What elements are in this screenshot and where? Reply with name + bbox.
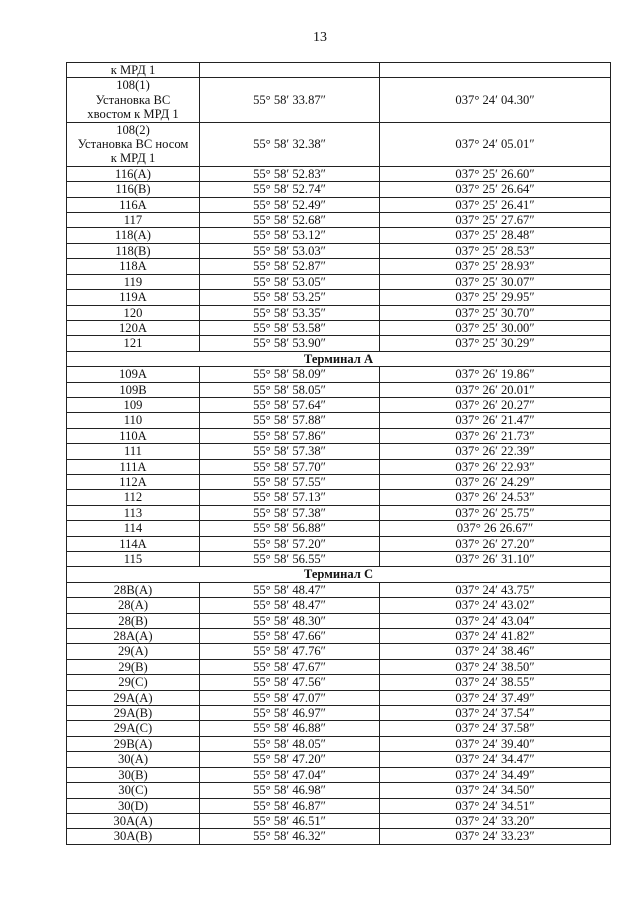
table-row <box>67 336 611 351</box>
table-body <box>67 63 611 845</box>
table-row <box>67 505 611 520</box>
longitude-cell: 037° 25′ 26.64″ <box>380 182 611 197</box>
latitude-cell: 55° 58′ 53.03″ <box>200 243 380 258</box>
table-row <box>67 474 611 489</box>
stand-cell: 29А(А) <box>67 690 200 705</box>
table-row <box>67 798 611 813</box>
longitude-cell: 037° 24′ 41.82″ <box>380 629 611 644</box>
stand-cell: 121 <box>67 336 200 351</box>
latitude-cell: 55° 58′ 46.98″ <box>200 783 380 798</box>
table-row <box>67 259 611 274</box>
latitude-cell: 55° 58′ 53.90″ <box>200 336 380 351</box>
table-row <box>67 166 611 181</box>
stand-line: 108(2) <box>116 122 150 137</box>
table-row <box>67 644 611 659</box>
table-row <box>67 367 611 382</box>
stand-cell: 29(А) <box>67 644 200 659</box>
latitude-cell: 55° 58′ 57.13″ <box>200 490 380 505</box>
latitude-cell: 55° 58′ 53.25″ <box>200 290 380 305</box>
table-row <box>67 675 611 690</box>
longitude-cell: 037° 24′ 34.50″ <box>380 783 611 798</box>
stand-cell: 118(В) <box>67 243 200 258</box>
latitude-cell: 55° 58′ 32.38″ <box>200 122 380 166</box>
longitude-cell: 037° 24′ 37.49″ <box>380 690 611 705</box>
stand-cell: 115 <box>67 552 200 567</box>
longitude-cell: 037° 26′ 19.86″ <box>380 367 611 382</box>
section-header: Терминал С <box>67 567 611 582</box>
stand-cell: 28В(А) <box>67 582 200 597</box>
table-row <box>67 413 611 428</box>
latitude-cell: 55° 58′ 47.67″ <box>200 659 380 674</box>
stand-line: Установка ВС <box>95 92 171 107</box>
stand-cell: 109 <box>67 397 200 412</box>
latitude-cell: 55° 58′ 52.49″ <box>200 197 380 212</box>
latitude-cell: 55° 58′ 46.88″ <box>200 721 380 736</box>
longitude-cell: 037° 24′ 43.04″ <box>380 613 611 628</box>
latitude-cell: 55° 58′ 56.55″ <box>200 552 380 567</box>
table-row <box>67 829 611 844</box>
longitude-cell: 037° 24′ 34.49″ <box>380 767 611 782</box>
stand-cell: 119 <box>67 274 200 289</box>
longitude-cell: 037° 26′ 21.47″ <box>380 413 611 428</box>
table-row <box>67 752 611 767</box>
stand-cell: 111 <box>67 444 200 459</box>
longitude-cell: 037° 25′ 30.70″ <box>380 305 611 320</box>
latitude-cell: 55° 58′ 52.68″ <box>200 213 380 228</box>
stand-cell: 114 <box>67 521 200 536</box>
longitude-cell: 037° 25′ 26.41″ <box>380 197 611 212</box>
longitude-cell: 037° 26′ 24.29″ <box>380 474 611 489</box>
section-header: Терминал А <box>67 351 611 366</box>
table-row <box>67 78 611 122</box>
longitude-cell: 037° 25′ 28.48″ <box>380 228 611 243</box>
table-row <box>67 613 611 628</box>
stand-cell: 120 <box>67 305 200 320</box>
latitude-cell: 55° 58′ 47.04″ <box>200 767 380 782</box>
latitude-cell: 55° 58′ 57.38″ <box>200 444 380 459</box>
longitude-cell: 037° 26′ 24.53″ <box>380 490 611 505</box>
stand-cell: 29В(А) <box>67 736 200 751</box>
table-row <box>67 721 611 736</box>
longitude-cell: 037° 24′ 37.54″ <box>380 706 611 721</box>
table-row <box>67 659 611 674</box>
stand-cell: 109А <box>67 367 200 382</box>
latitude-cell: 55° 58′ 33.87″ <box>200 78 380 122</box>
stand-cell: 29А(С) <box>67 721 200 736</box>
latitude-cell: 55° 58′ 58.05″ <box>200 382 380 397</box>
stand-line: Установка ВС носом <box>77 137 189 152</box>
stand-cell: 118А <box>67 259 200 274</box>
longitude-cell: 037° 26′ 22.93″ <box>380 459 611 474</box>
stand-cell: 110 <box>67 413 200 428</box>
stand-cell: 112 <box>67 490 200 505</box>
stand-cell: 30А(А) <box>67 813 200 828</box>
table-row <box>67 182 611 197</box>
table-row <box>67 213 611 228</box>
table-row <box>67 706 611 721</box>
table-row <box>67 197 611 212</box>
stand-cell <box>67 122 200 166</box>
latitude-cell: 55° 58′ 46.87″ <box>200 798 380 813</box>
longitude-cell: 037° 26′ 25.75″ <box>380 505 611 520</box>
stand-cell: 28(В) <box>67 613 200 628</box>
table-row <box>67 521 611 536</box>
longitude-cell: 037° 24′ 05.01″ <box>380 122 611 166</box>
stand-cell: 117 <box>67 213 200 228</box>
stand-cell: 30(D) <box>67 798 200 813</box>
longitude-cell: 037° 24′ 39.40″ <box>380 736 611 751</box>
latitude-cell: 55° 58′ 46.51″ <box>200 813 380 828</box>
stand-cell: 120А <box>67 320 200 335</box>
stand-line: к МРД 1 <box>110 151 156 166</box>
longitude-cell: 037° 24′ 43.02″ <box>380 598 611 613</box>
latitude-cell: 55° 58′ 48.05″ <box>200 736 380 751</box>
latitude-cell: 55° 58′ 46.97″ <box>200 706 380 721</box>
table-row <box>67 320 611 335</box>
longitude-cell: 037° 24′ 38.46″ <box>380 644 611 659</box>
longitude-cell: 037° 26′ 20.27″ <box>380 397 611 412</box>
stand-cell: 29(С) <box>67 675 200 690</box>
latitude-cell: 55° 58′ 47.56″ <box>200 675 380 690</box>
table-row <box>67 63 611 78</box>
table-row <box>67 582 611 597</box>
stand-cell: 116(В) <box>67 182 200 197</box>
stand-cell: 111А <box>67 459 200 474</box>
stand-cell: 112А <box>67 474 200 489</box>
longitude-cell <box>380 63 611 78</box>
latitude-cell: 55° 58′ 57.20″ <box>200 536 380 551</box>
table-row <box>67 783 611 798</box>
table-row <box>67 598 611 613</box>
latitude-cell: 55° 58′ 53.12″ <box>200 228 380 243</box>
stand-cell: 116А <box>67 197 200 212</box>
latitude-cell: 55° 58′ 52.87″ <box>200 259 380 274</box>
section-header-row <box>67 351 611 366</box>
longitude-cell: 037° 25′ 28.93″ <box>380 259 611 274</box>
stand-cell: 30(С) <box>67 783 200 798</box>
stand-cell: 114А <box>67 536 200 551</box>
latitude-cell: 55° 58′ 52.74″ <box>200 182 380 197</box>
table-row <box>67 397 611 412</box>
stand-line: хвостом к МРД 1 <box>87 107 179 122</box>
longitude-cell: 037° 24′ 37.58″ <box>380 721 611 736</box>
latitude-cell: 55° 58′ 53.05″ <box>200 274 380 289</box>
stand-cell: 28А(А) <box>67 629 200 644</box>
longitude-cell: 037° 25′ 26.60″ <box>380 166 611 181</box>
stand-cell: 116(А) <box>67 166 200 181</box>
longitude-cell: 037° 24′ 34.51″ <box>380 798 611 813</box>
longitude-cell: 037° 25′ 30.00″ <box>380 320 611 335</box>
longitude-cell: 037° 26′ 31.10″ <box>380 552 611 567</box>
latitude-cell: 55° 58′ 53.58″ <box>200 320 380 335</box>
table-row <box>67 228 611 243</box>
longitude-cell: 037° 26′ 20.01″ <box>380 382 611 397</box>
stand-cell: 30(В) <box>67 767 200 782</box>
stand-cell: 28(А) <box>67 598 200 613</box>
latitude-cell: 55° 58′ 46.32″ <box>200 829 380 844</box>
longitude-cell: 037° 24′ 38.50″ <box>380 659 611 674</box>
latitude-cell <box>200 63 380 78</box>
longitude-cell: 037° 24′ 33.20″ <box>380 813 611 828</box>
stand-cell: 113 <box>67 505 200 520</box>
table-row <box>67 305 611 320</box>
stand-cell: 30(А) <box>67 752 200 767</box>
latitude-cell: 55° 58′ 47.66″ <box>200 629 380 644</box>
longitude-cell: 037° 24′ 33.23″ <box>380 829 611 844</box>
longitude-cell: 037° 26′ 21.73″ <box>380 428 611 443</box>
longitude-cell: 037° 24′ 34.47″ <box>380 752 611 767</box>
longitude-cell: 037° 24′ 04.30″ <box>380 78 611 122</box>
table-row <box>67 274 611 289</box>
stand-line: 108(1) <box>116 78 150 93</box>
table-row <box>67 767 611 782</box>
stand-cell: 110А <box>67 428 200 443</box>
latitude-cell: 55° 58′ 57.86″ <box>200 428 380 443</box>
latitude-cell: 55° 58′ 57.88″ <box>200 413 380 428</box>
latitude-cell: 55° 58′ 48.30″ <box>200 613 380 628</box>
latitude-cell: 55° 58′ 48.47″ <box>200 598 380 613</box>
longitude-cell: 037° 24′ 38.55″ <box>380 675 611 690</box>
stand-cell: 118(А) <box>67 228 200 243</box>
table-row <box>67 459 611 474</box>
latitude-cell: 55° 58′ 53.35″ <box>200 305 380 320</box>
latitude-cell: 55° 58′ 52.83″ <box>200 166 380 181</box>
longitude-cell: 037° 26′ 22.39″ <box>380 444 611 459</box>
table-row <box>67 490 611 505</box>
latitude-cell: 55° 58′ 58.09″ <box>200 367 380 382</box>
latitude-cell: 55° 58′ 57.64″ <box>200 397 380 412</box>
table-row <box>67 428 611 443</box>
stand-line: к МРД 1 <box>110 63 156 77</box>
latitude-cell: 55° 58′ 47.07″ <box>200 690 380 705</box>
latitude-cell: 55° 58′ 56.88″ <box>200 521 380 536</box>
table-row <box>67 382 611 397</box>
latitude-cell: 55° 58′ 57.38″ <box>200 505 380 520</box>
latitude-cell: 55° 58′ 47.20″ <box>200 752 380 767</box>
table-row <box>67 536 611 551</box>
stand-cell: 119А <box>67 290 200 305</box>
stand-cell: 109В <box>67 382 200 397</box>
longitude-cell: 037° 25′ 30.07″ <box>380 274 611 289</box>
stand-coordinates-table <box>66 62 611 845</box>
stand-cell <box>67 78 200 122</box>
stand-cell: 29(В) <box>67 659 200 674</box>
latitude-cell: 55° 58′ 57.70″ <box>200 459 380 474</box>
longitude-cell: 037° 24′ 43.75″ <box>380 582 611 597</box>
table-row <box>67 629 611 644</box>
table-row <box>67 122 611 166</box>
table-row <box>67 444 611 459</box>
table-row <box>67 243 611 258</box>
longitude-cell: 037° 26 26.67″ <box>380 521 611 536</box>
table-row <box>67 552 611 567</box>
section-header-row <box>67 567 611 582</box>
latitude-cell: 55° 58′ 47.76″ <box>200 644 380 659</box>
latitude-cell: 55° 58′ 48.47″ <box>200 582 380 597</box>
longitude-cell: 037° 25′ 27.67″ <box>380 213 611 228</box>
longitude-cell: 037° 25′ 29.95″ <box>380 290 611 305</box>
longitude-cell: 037° 25′ 28.53″ <box>380 243 611 258</box>
stand-cell: 30А(В) <box>67 829 200 844</box>
stand-cell: 29А(В) <box>67 706 200 721</box>
longitude-cell: 037° 26′ 27.20″ <box>380 536 611 551</box>
table-row <box>67 290 611 305</box>
page-number: 13 <box>313 30 327 45</box>
longitude-cell: 037° 25′ 30.29″ <box>380 336 611 351</box>
table-row <box>67 690 611 705</box>
table-row <box>67 736 611 751</box>
latitude-cell: 55° 58′ 57.55″ <box>200 474 380 489</box>
table-row <box>67 813 611 828</box>
stand-cell <box>67 63 200 78</box>
